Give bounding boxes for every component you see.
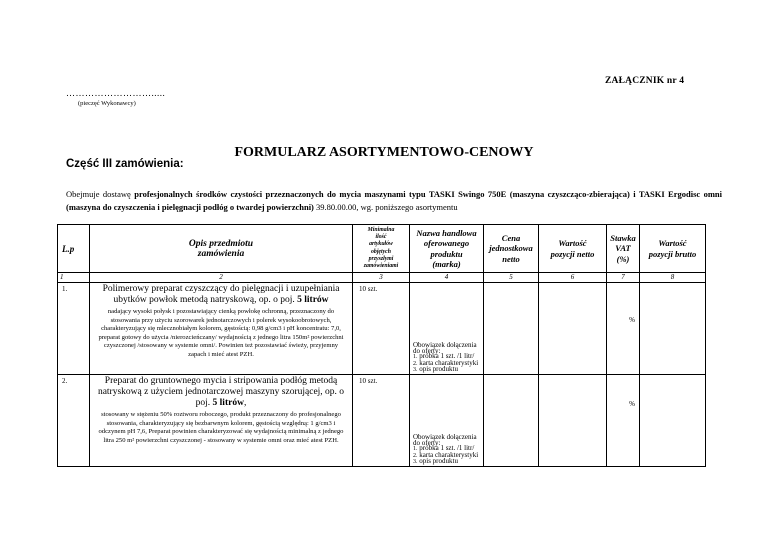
part-heading: Część III zamówienia: xyxy=(66,158,184,170)
table-row xyxy=(58,375,706,467)
row-net-value[interactable] xyxy=(539,283,607,375)
obligation-title: Obowiązek dołączenia do oferty: xyxy=(413,341,477,355)
row-description: stosowany w stężeniu 50% roztworu roboczego, produkt przeznaczony do profesjonalnego stosowania, charakteryzujący się bezbarwnym kolorem, gęstością względną: 1 g/cm3 i odczynem pH 7,6, Preparat powinien charakteryzować się wydajnością minimalną z jednego litra 250 m² powierzchni czyszczonej - stosowany w systemie omni oraz mieć atest PZH. xyxy=(98,411,344,444)
row-description: nadający wysoki połysk i pozostawiający cienką powłokę ochronną, przeznaczony do stosowania przy użyciu szorowarek jednotarczowych i polerek wysokoobrotowych, charakteryzujący się mlecznobiałym kolorem, gęstością: 0,98 g/cm3 i pH koncentratu: 7,0, preparat gotowy do użycia /nierozcieńczany/ wydajnością z jednego litra 150m² powierzchni czyszczonej /stosowany w systemie omni/. Powinien też pozostawiać świeży, przyjemny zapach i mieć atest PZH. xyxy=(98,308,344,358)
header-opis: Opis przedmiotu zamówienia xyxy=(90,225,353,273)
column-number: 6 xyxy=(539,273,607,283)
stamp-caption: (pieczęć Wykonawcy) xyxy=(78,100,136,107)
obligation-item: 2. karta charakterystyki xyxy=(413,358,479,367)
header-nazwa: Nazwa handlowa oferowanego produktu (marka) xyxy=(410,225,484,273)
row-quantity: 10 szt. xyxy=(353,283,410,375)
stamp-dots: ………………………..... xyxy=(66,88,166,98)
row-net-value[interactable] xyxy=(539,375,607,467)
row-gross-value[interactable] xyxy=(640,283,706,375)
row-lp: 2. xyxy=(58,375,90,467)
header-vat: Stawka VAT (%) xyxy=(607,225,640,273)
row-obligation xyxy=(410,283,484,375)
column-number: 8 xyxy=(640,273,706,283)
column-number-row xyxy=(58,273,706,283)
row-quantity: 10 szt. xyxy=(353,375,410,467)
row-vat[interactable]: % xyxy=(607,375,640,467)
obligation-title: Obowiązek dołączenia do oferty: xyxy=(413,433,477,447)
column-number: 1 xyxy=(58,273,90,283)
header-ilosc: Minimalna ilość artykułów objętych przyszłymi zamówieniami xyxy=(353,225,410,273)
row-vat[interactable]: % xyxy=(607,283,640,375)
column-number: 2 xyxy=(90,273,353,283)
row-title: Polimerowy preparat czyszczący do pielęgnacji i uzupełniania ubytków powłok metodą natryskową, op. o poj. 5 litrów xyxy=(102,284,340,305)
column-number: 7 xyxy=(607,273,640,283)
obligation-item: 1. próbka 1 szt. /1 litr/ xyxy=(413,352,475,361)
obligation-item: 2. karta charakterystyki xyxy=(413,450,479,459)
attachment-label: ZAŁĄCZNIK nr 4 xyxy=(605,76,685,86)
intro-bold: profesjonalnych środków czystości przeznaczonych do mycia maszynami typu TASKI Swingo 750E (maszyna czyszcząco-zbierająca) i TASKI Ergodisc omni (maszyna do czyszczenia i pielęgnacji podłóg o twardej powierzchni) xyxy=(66,189,723,212)
header-cena: Cena jednostkowa netto xyxy=(484,225,539,273)
intro-prefix: Obejmuje dostawę xyxy=(66,189,135,199)
intro-paragraph xyxy=(66,188,722,214)
header-lp: L.p xyxy=(58,225,90,273)
table-header-row xyxy=(58,225,706,273)
form-title: FORMULARZ ASORTYMENTOWO-CENOWY xyxy=(234,145,534,160)
obligation-item: 1. próbka 1 szt. /1 litr/ xyxy=(413,444,475,453)
assortment-table xyxy=(57,224,706,467)
row-lp: 1. xyxy=(58,283,90,375)
table-row xyxy=(58,283,706,375)
row-title: Preparat do gruntownego mycia i stripowania podłóg metodą natryskową z użyciem jednotarczowej maszyny szorującej, op. o poj. 5 litrów, xyxy=(97,376,345,408)
obligation-item: 3. opis produktu xyxy=(413,457,458,466)
header-netto: Wartość pozycji netto xyxy=(539,225,607,273)
column-number: 4 xyxy=(410,273,484,283)
column-number: 3 xyxy=(353,273,410,283)
row-obligation xyxy=(410,375,484,467)
row-unit-price[interactable] xyxy=(484,283,539,375)
header-brutto: Wartość pozycji brutto xyxy=(640,225,706,273)
row-gross-value[interactable] xyxy=(640,375,706,467)
obligation-item: 3. opis produktu xyxy=(413,365,458,374)
column-number: 5 xyxy=(484,273,539,283)
row-unit-price[interactable] xyxy=(484,375,539,467)
intro-suffix: 39.80.00.00, wg. poniższego asortymentu xyxy=(313,202,458,212)
row-description-cell xyxy=(90,375,353,467)
row-description-cell xyxy=(90,283,353,375)
